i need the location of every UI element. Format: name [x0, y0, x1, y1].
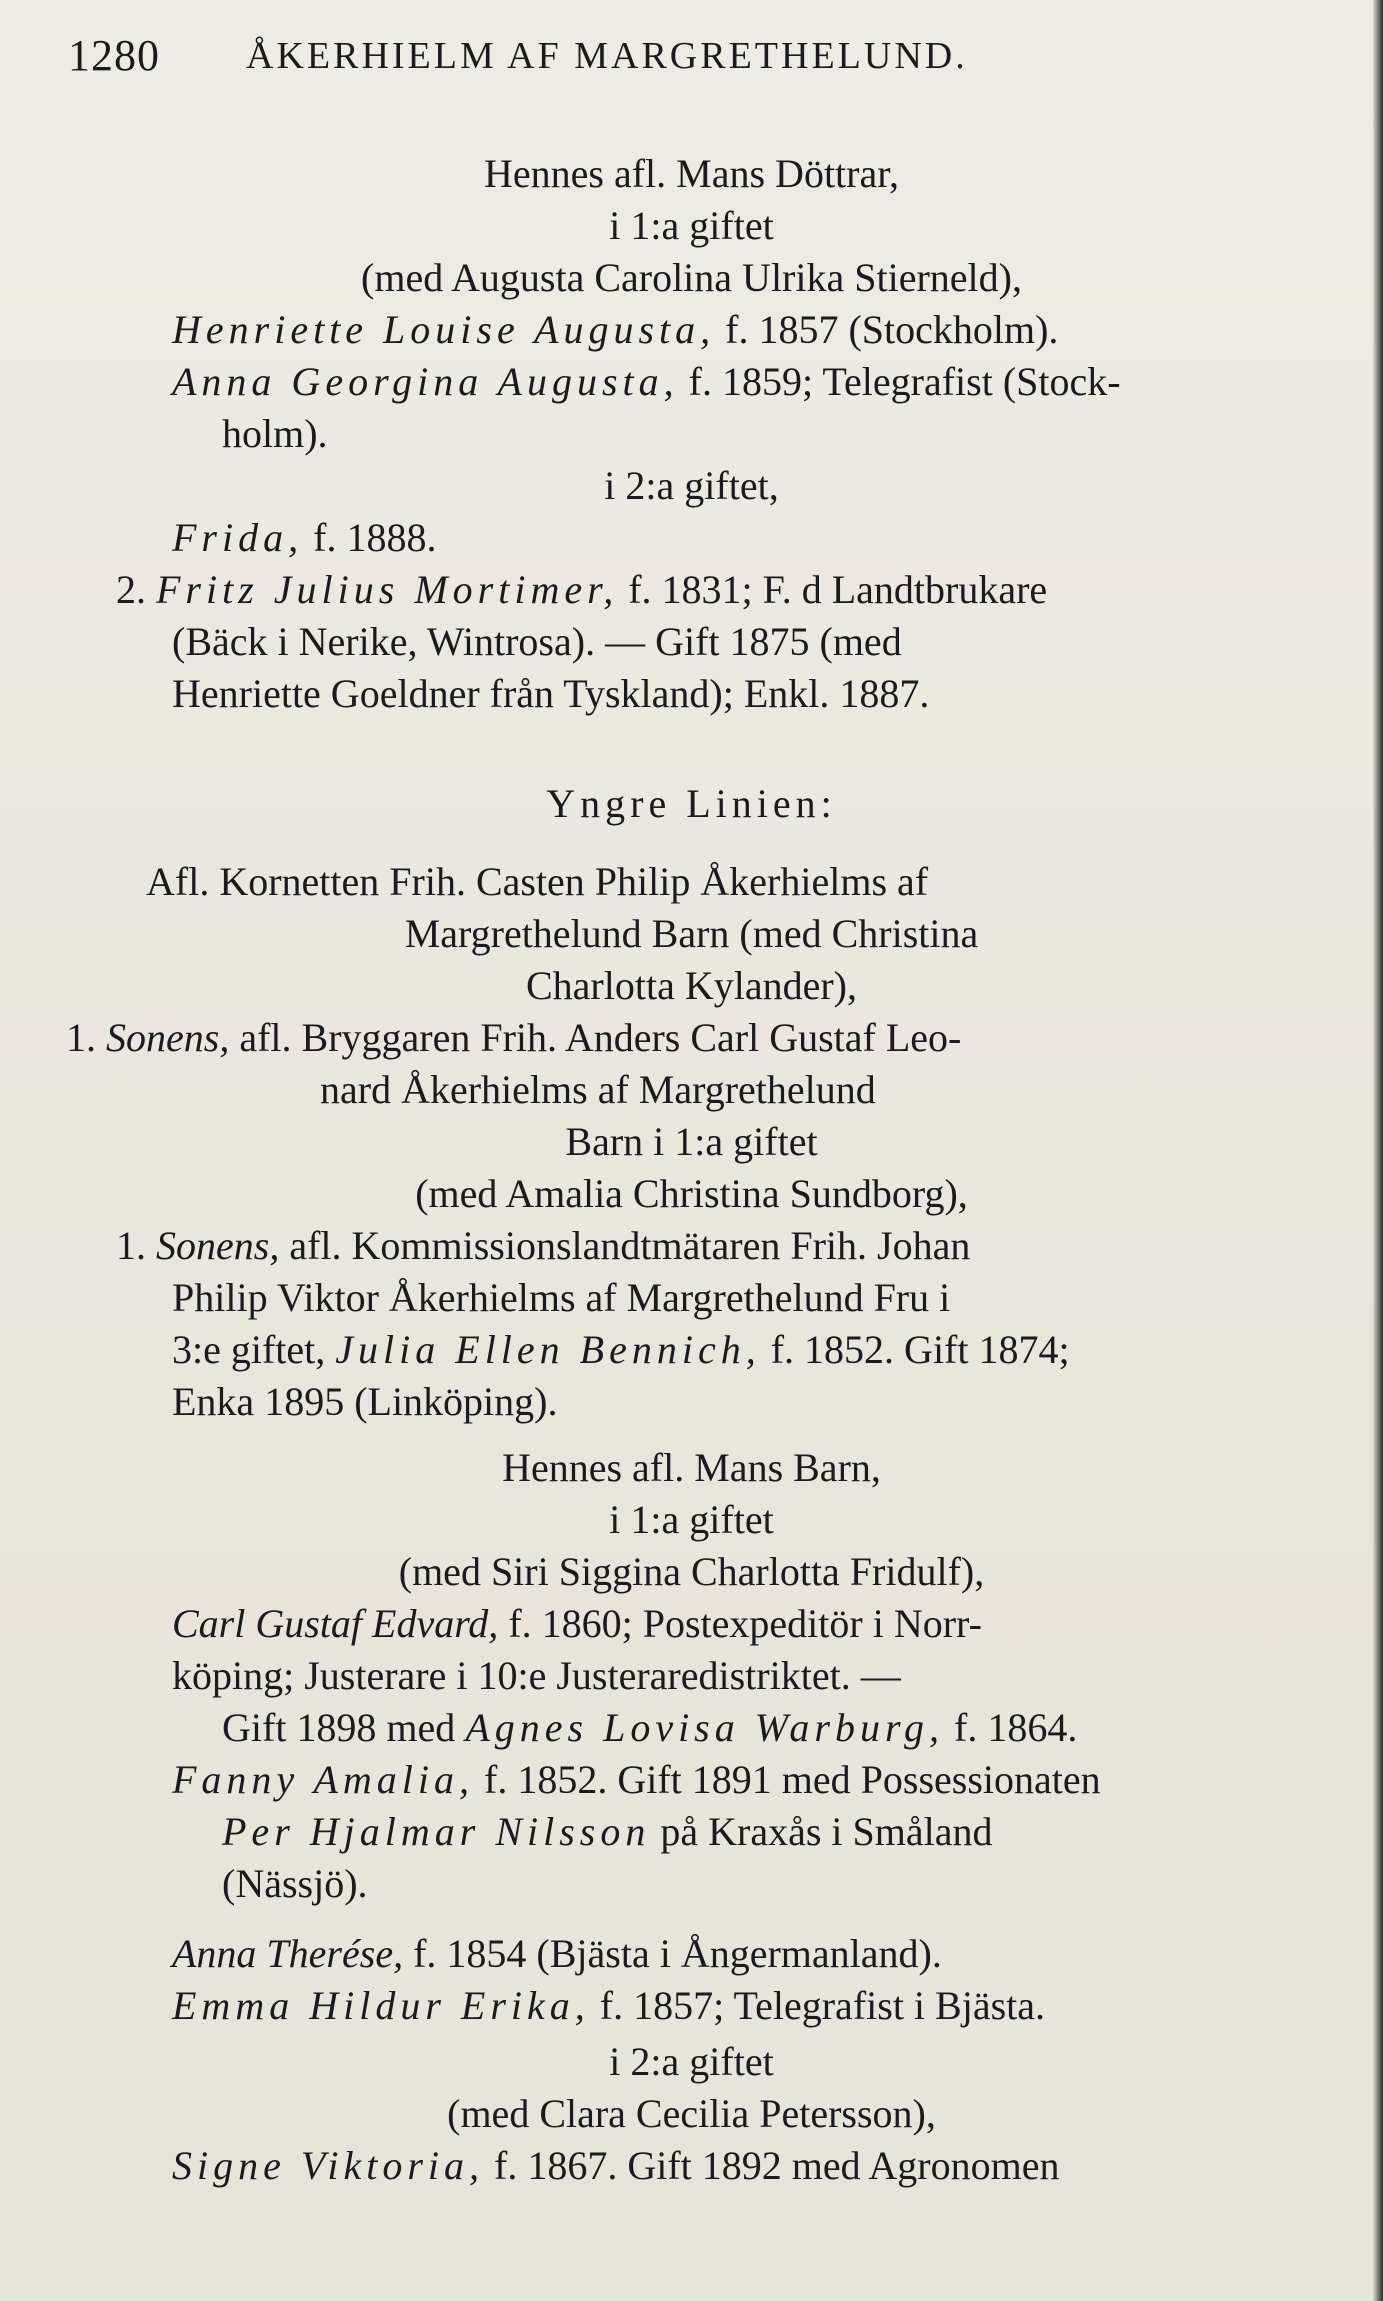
text-line: Charlotta Kylander), [526, 963, 857, 1008]
text-line: Fanny Amalia, f. 1852. Gift 1891 med Possessionaten [172, 1757, 1101, 1802]
text-line: Anna Georgina Augusta, f. 1859; Telegrafist (Stock- [172, 359, 1121, 404]
text-line: Henriette Louise Augusta, f. 1857 (Stockholm). [172, 307, 1059, 352]
page-number: 1280 [68, 31, 160, 80]
text-line: (med Amalia Christina Sundborg), [415, 1171, 968, 1216]
text-line: holm). [222, 411, 328, 456]
text-line: Barn i 1:a giftet [565, 1119, 818, 1164]
text-line: (Nässjö). [222, 1861, 368, 1906]
text-line: Afl. Kornetten Frih. Casten Philip Åkerhielms af [146, 859, 929, 904]
text-line: Henriette Goeldner från Tyskland); Enkl. 1887. [172, 671, 930, 716]
text-line: 1. Sonens, afl. Bryggaren Frih. Anders Carl Gustaf Leo- [66, 1015, 962, 1060]
text-line: Emma Hildur Erika, f. 1857; Telegrafist i Bjästa. [172, 1983, 1046, 2028]
text-line: Carl Gustaf Edvard, f. 1860; Postexpeditör i Norr- [172, 1601, 982, 1646]
text-line: 2. Fritz Julius Mortimer, f. 1831; F. d Landtbrukare [116, 567, 1048, 612]
text-line: Anna Therése, f. 1854 (Bjästa i Ångermanland). [172, 1931, 942, 1976]
running-title: ÅKERHIELM AF MARGRETHELUND. [246, 35, 968, 77]
text-line: i 1:a giftet [609, 1497, 774, 1542]
section-heading: Yngre Linien: [546, 781, 837, 826]
text-line: nard Åkerhielms af Margrethelund [320, 1067, 876, 1112]
text-line: Signe Viktoria, f. 1867. Gift 1892 med Agronomen [172, 2143, 1060, 2188]
text-line: Hennes afl. Mans Döttrar, [484, 151, 899, 196]
text-line: 3:e giftet, Julia Ellen Bennich, f. 1852. Gift 1874; [172, 1327, 1070, 1372]
text-line: i 2:a giftet, [604, 463, 779, 508]
text-line: (med Siri Siggina Charlotta Fridulf), [398, 1549, 985, 1594]
text-line: (Bäck i Nerike, Wintrosa). — Gift 1875 (med [172, 619, 902, 664]
text-line: Margrethelund Barn (med Christina [404, 911, 979, 956]
text-line: Enka 1895 (Linköping). [172, 1379, 558, 1424]
text-line: i 1:a giftet [609, 203, 774, 248]
text-line: Frida, f. 1888. [172, 515, 437, 560]
text-line: Philip Viktor Åkerhielms af Margrethelund Fru i [172, 1275, 951, 1320]
text-line: köping; Justerare i 10:e Justeraredistriktet. — [172, 1653, 901, 1698]
text-line: (med Augusta Carolina Ulrika Stierneld), [361, 255, 1022, 300]
text-line: i 2:a giftet [609, 2039, 774, 2084]
text-line: Hennes afl. Mans Barn, [502, 1445, 881, 1490]
text-line: Per Hjalmar Nilsson på Kraxås i Småland [222, 1809, 993, 1854]
page-edge [1373, 0, 1383, 2301]
text-line: Gift 1898 med Agnes Lovisa Warburg, f. 1864. [222, 1705, 1078, 1750]
text-line: (med Clara Cecilia Petersson), [447, 2091, 936, 2136]
page-header [68, 30, 1308, 90]
text-line: 1. Sonens, afl. Kommissionslandtmätaren Frih. Johan [116, 1223, 971, 1268]
